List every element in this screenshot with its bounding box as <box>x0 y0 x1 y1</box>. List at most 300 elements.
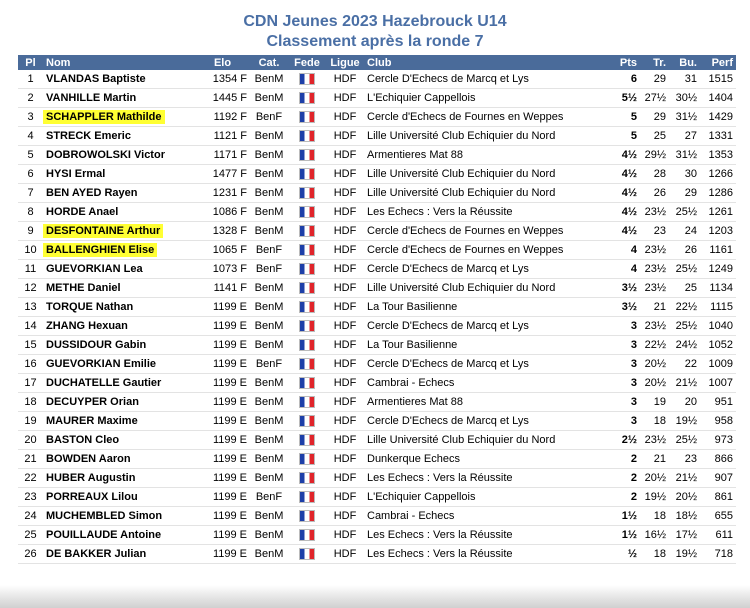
points-cell: 4½ <box>612 203 640 222</box>
standings-table <box>18 55 736 564</box>
category-cell: BenM <box>250 203 288 222</box>
category-cell: BenM <box>250 393 288 412</box>
table-row <box>18 165 736 184</box>
france-flag-icon <box>299 111 315 123</box>
club-cell: Cercle D'Echecs de Marcq et Lys <box>364 355 612 374</box>
federation-cell <box>288 431 326 450</box>
league-cell: HDF <box>326 431 364 450</box>
league-cell: HDF <box>326 317 364 336</box>
club-cell: Armentieres Mat 88 <box>364 146 612 165</box>
performance-cell: 1404 <box>700 89 736 108</box>
france-flag-icon <box>299 491 315 503</box>
category-cell: BenM <box>250 545 288 564</box>
federation-cell <box>288 545 326 564</box>
points-cell: 3 <box>612 393 640 412</box>
tiebreak-tr-cell: 23½ <box>640 241 669 260</box>
points-cell: 2 <box>612 450 640 469</box>
france-flag-icon <box>299 301 315 313</box>
category-cell: BenM <box>250 184 288 203</box>
player-name <box>43 165 195 184</box>
player-name <box>43 507 195 526</box>
league-cell: HDF <box>326 412 364 431</box>
elo-cell: 1231 F <box>195 184 250 203</box>
federation-cell <box>288 203 326 222</box>
tiebreak-bu-cell: 20 <box>669 393 700 412</box>
category-cell: BenM <box>250 431 288 450</box>
tiebreak-bu-cell: 26 <box>669 241 700 260</box>
elo-cell: 1065 F <box>195 241 250 260</box>
elo-cell: 1199 E <box>195 469 250 488</box>
header-nom: Nom <box>43 55 195 70</box>
tiebreak-tr-cell: 23 <box>640 222 669 241</box>
player-name <box>43 412 195 431</box>
tiebreak-bu-cell: 25½ <box>669 317 700 336</box>
category-cell: BenM <box>250 469 288 488</box>
player-name <box>43 89 195 108</box>
federation-cell <box>288 279 326 298</box>
federation-cell <box>288 450 326 469</box>
federation-cell <box>288 70 326 89</box>
league-cell: HDF <box>326 279 364 298</box>
category-cell: BenM <box>250 526 288 545</box>
tiebreak-tr-cell: 23½ <box>640 279 669 298</box>
category-cell: BenF <box>250 108 288 127</box>
france-flag-icon <box>299 472 315 484</box>
elo-cell: 1199 E <box>195 298 250 317</box>
club-cell: Cercle d'Echecs de Fournes en Weppes <box>364 108 612 127</box>
tiebreak-tr-cell: 18 <box>640 507 669 526</box>
rank-cell: 8 <box>18 203 43 222</box>
tiebreak-bu-cell: 21½ <box>669 469 700 488</box>
header-pts: Pts <box>612 55 640 70</box>
table-row <box>18 507 736 526</box>
player-name <box>43 260 195 279</box>
club-cell: Lille Université Club Echiquier du Nord <box>364 431 612 450</box>
france-flag-icon <box>299 225 315 237</box>
tiebreak-tr-cell: 25 <box>640 127 669 146</box>
tiebreak-bu-cell: 24 <box>669 222 700 241</box>
performance-cell: 1007 <box>700 374 736 393</box>
performance-cell: 1134 <box>700 279 736 298</box>
france-flag-icon <box>299 282 315 294</box>
category-cell: BenM <box>250 70 288 89</box>
points-cell: 4½ <box>612 184 640 203</box>
federation-cell <box>288 317 326 336</box>
league-cell: HDF <box>326 146 364 165</box>
page-subtitle: Classement après la ronde 7 <box>266 33 484 50</box>
federation-cell <box>288 146 326 165</box>
tiebreak-tr-cell: 28 <box>640 165 669 184</box>
elo-cell: 1192 F <box>195 108 250 127</box>
player-name <box>43 336 195 355</box>
performance-cell: 1161 <box>700 241 736 260</box>
header-cat: Cat. <box>250 55 288 70</box>
points-cell: ½ <box>612 545 640 564</box>
performance-cell: 1266 <box>700 165 736 184</box>
player-name-text: GUEVORKIAN Lea <box>46 263 143 275</box>
performance-cell: 1009 <box>700 355 736 374</box>
player-name <box>43 298 195 317</box>
elo-cell: 1199 E <box>195 488 250 507</box>
category-cell: BenM <box>250 146 288 165</box>
league-cell: HDF <box>326 507 364 526</box>
tiebreak-tr-cell: 29½ <box>640 146 669 165</box>
performance-cell: 1203 <box>700 222 736 241</box>
league-cell: HDF <box>326 260 364 279</box>
france-flag-icon <box>299 453 315 465</box>
table-header-row <box>18 55 736 70</box>
tiebreak-bu-cell: 31 <box>669 70 700 89</box>
club-cell: La Tour Basilienne <box>364 298 612 317</box>
elo-cell: 1121 F <box>195 127 250 146</box>
rank-cell: 1 <box>18 70 43 89</box>
rank-cell: 22 <box>18 469 43 488</box>
france-flag-icon <box>299 130 315 142</box>
points-cell: 3½ <box>612 279 640 298</box>
header-fede: Fede <box>288 55 326 70</box>
points-cell: 3 <box>612 355 640 374</box>
category-cell: BenM <box>250 127 288 146</box>
club-cell: Les Echecs : Vers la Réussite <box>364 545 612 564</box>
header-club: Club <box>364 55 612 70</box>
category-cell: BenM <box>250 507 288 526</box>
points-cell: 4 <box>612 241 640 260</box>
league-cell: HDF <box>326 488 364 507</box>
header-pl: Pl <box>18 55 43 70</box>
player-name-text: DOBROWOLSKI Victor <box>46 149 165 161</box>
club-cell: Lille Université Club Echiquier du Nord <box>364 279 612 298</box>
league-cell: HDF <box>326 526 364 545</box>
tiebreak-tr-cell: 23½ <box>640 203 669 222</box>
tiebreak-tr-cell: 23½ <box>640 431 669 450</box>
player-name <box>43 450 195 469</box>
header-ligue: Ligue <box>326 55 364 70</box>
table-row <box>18 431 736 450</box>
elo-cell: 1171 F <box>195 146 250 165</box>
federation-cell <box>288 127 326 146</box>
page-title: CDN Jeunes 2023 Hazebrouck U14 <box>243 13 507 30</box>
federation-cell <box>288 488 326 507</box>
club-cell: Les Echecs : Vers la Réussite <box>364 203 612 222</box>
federation-cell <box>288 336 326 355</box>
rank-cell: 6 <box>18 165 43 184</box>
federation-cell <box>288 165 326 184</box>
federation-cell <box>288 108 326 127</box>
tiebreak-bu-cell: 19½ <box>669 412 700 431</box>
category-cell: BenM <box>250 298 288 317</box>
table-row <box>18 450 736 469</box>
points-cell: 2½ <box>612 431 640 450</box>
points-cell: 4½ <box>612 222 640 241</box>
player-name <box>43 241 195 260</box>
tiebreak-bu-cell: 21½ <box>669 374 700 393</box>
league-cell: HDF <box>326 469 364 488</box>
rank-cell: 12 <box>18 279 43 298</box>
federation-cell <box>288 184 326 203</box>
club-cell: Cercle D'Echecs de Marcq et Lys <box>364 70 612 89</box>
player-name-text: STRECK Emeric <box>46 130 131 142</box>
points-cell: 5½ <box>612 89 640 108</box>
rank-cell: 18 <box>18 393 43 412</box>
player-name <box>43 317 195 336</box>
elo-cell: 1073 F <box>195 260 250 279</box>
table-row <box>18 260 736 279</box>
club-cell: Lille Université Club Echiquier du Nord <box>364 165 612 184</box>
france-flag-icon <box>299 358 315 370</box>
player-name-text: DECUYPER Orian <box>46 396 139 408</box>
performance-cell: 951 <box>700 393 736 412</box>
rank-cell: 26 <box>18 545 43 564</box>
rank-cell: 15 <box>18 336 43 355</box>
points-cell: 3 <box>612 336 640 355</box>
category-cell: BenM <box>250 450 288 469</box>
league-cell: HDF <box>326 393 364 412</box>
federation-cell <box>288 393 326 412</box>
table-row <box>18 127 736 146</box>
tiebreak-tr-cell: 20½ <box>640 374 669 393</box>
player-name <box>43 108 195 127</box>
elo-cell: 1477 F <box>195 165 250 184</box>
elo-cell: 1199 E <box>195 450 250 469</box>
france-flag-icon <box>299 415 315 427</box>
points-cell: 3½ <box>612 298 640 317</box>
table-row <box>18 393 736 412</box>
elo-cell: 1141 F <box>195 279 250 298</box>
tiebreak-bu-cell: 29 <box>669 184 700 203</box>
category-cell: BenM <box>250 336 288 355</box>
performance-cell: 1331 <box>700 127 736 146</box>
table-row <box>18 184 736 203</box>
elo-cell: 1354 F <box>195 70 250 89</box>
table-row <box>18 70 736 89</box>
tiebreak-tr-cell: 21 <box>640 298 669 317</box>
league-cell: HDF <box>326 70 364 89</box>
league-cell: HDF <box>326 222 364 241</box>
tiebreak-bu-cell: 25½ <box>669 431 700 450</box>
category-cell: BenM <box>250 412 288 431</box>
rank-cell: 11 <box>18 260 43 279</box>
player-name-text: DESFONTAINE Arthur <box>43 224 163 238</box>
tiebreak-tr-cell: 18 <box>640 412 669 431</box>
player-name-text: HUBER Augustin <box>46 472 136 484</box>
elo-cell: 1199 E <box>195 545 250 564</box>
player-name-text: BASTON Cleo <box>46 434 120 446</box>
rank-cell: 25 <box>18 526 43 545</box>
player-name <box>43 374 195 393</box>
category-cell: BenM <box>250 222 288 241</box>
performance-cell: 973 <box>700 431 736 450</box>
tiebreak-tr-cell: 29 <box>640 70 669 89</box>
tiebreak-tr-cell: 29 <box>640 108 669 127</box>
points-cell: 3 <box>612 374 640 393</box>
header-bu: Bu. <box>669 55 700 70</box>
tiebreak-bu-cell: 20½ <box>669 488 700 507</box>
league-cell: HDF <box>326 374 364 393</box>
club-cell: Armentieres Mat 88 <box>364 393 612 412</box>
france-flag-icon <box>299 548 315 560</box>
federation-cell <box>288 241 326 260</box>
category-cell: BenF <box>250 241 288 260</box>
table-row <box>18 108 736 127</box>
tiebreak-bu-cell: 30 <box>669 165 700 184</box>
club-cell: Lille Université Club Echiquier du Nord <box>364 127 612 146</box>
category-cell: BenM <box>250 374 288 393</box>
tiebreak-bu-cell: 25 <box>669 279 700 298</box>
points-cell: 1½ <box>612 526 640 545</box>
performance-cell: 1515 <box>700 70 736 89</box>
player-name <box>43 393 195 412</box>
points-cell: 4 <box>612 260 640 279</box>
tiebreak-bu-cell: 18½ <box>669 507 700 526</box>
club-cell: Cambrai - Echecs <box>364 374 612 393</box>
france-flag-icon <box>299 244 315 256</box>
table-row <box>18 355 736 374</box>
table-row <box>18 89 736 108</box>
club-cell: Les Echecs : Vers la Réussite <box>364 469 612 488</box>
league-cell: HDF <box>326 336 364 355</box>
club-cell: Cercle d'Echecs de Fournes en Weppes <box>364 241 612 260</box>
rank-cell: 17 <box>18 374 43 393</box>
player-name <box>43 431 195 450</box>
player-name-text: DUSSIDOUR Gabin <box>46 339 147 351</box>
league-cell: HDF <box>326 184 364 203</box>
rank-cell: 20 <box>18 431 43 450</box>
player-name-text: MUCHEMBLED Simon <box>46 510 163 522</box>
club-cell: Dunkerque Echecs <box>364 450 612 469</box>
player-name-text: HORDE Anael <box>46 206 119 218</box>
category-cell: BenM <box>250 89 288 108</box>
tiebreak-tr-cell: 23½ <box>640 260 669 279</box>
performance-cell: 1040 <box>700 317 736 336</box>
performance-cell: 1115 <box>700 298 736 317</box>
player-name-text: BOWDEN Aaron <box>46 453 131 465</box>
rank-cell: 16 <box>18 355 43 374</box>
federation-cell <box>288 298 326 317</box>
performance-cell: 655 <box>700 507 736 526</box>
elo-cell: 1199 E <box>195 336 250 355</box>
table-row <box>18 222 736 241</box>
france-flag-icon <box>299 92 315 104</box>
elo-cell: 1199 E <box>195 374 250 393</box>
player-name <box>43 127 195 146</box>
france-flag-icon <box>299 149 315 161</box>
tiebreak-tr-cell: 19 <box>640 393 669 412</box>
player-name-text: VLANDAS Baptiste <box>46 73 146 85</box>
rank-cell: 10 <box>18 241 43 260</box>
france-flag-icon <box>299 187 315 199</box>
club-cell: Lille Université Club Echiquier du Nord <box>364 184 612 203</box>
elo-cell: 1199 E <box>195 317 250 336</box>
france-flag-icon <box>299 263 315 275</box>
header-tr: Tr. <box>640 55 669 70</box>
points-cell: 3 <box>612 412 640 431</box>
elo-cell: 1445 F <box>195 89 250 108</box>
france-flag-icon <box>299 377 315 389</box>
performance-cell: 1353 <box>700 146 736 165</box>
performance-cell: 958 <box>700 412 736 431</box>
player-name <box>43 355 195 374</box>
performance-cell: 861 <box>700 488 736 507</box>
league-cell: HDF <box>326 241 364 260</box>
federation-cell <box>288 222 326 241</box>
tiebreak-bu-cell: 19½ <box>669 545 700 564</box>
player-name <box>43 469 195 488</box>
player-name-text: MAURER Maxime <box>46 415 138 427</box>
elo-cell: 1086 F <box>195 203 250 222</box>
table-row <box>18 336 736 355</box>
table-row <box>18 203 736 222</box>
rank-cell: 7 <box>18 184 43 203</box>
player-name-text: PORREAUX Lilou <box>46 491 138 503</box>
rank-cell: 24 <box>18 507 43 526</box>
federation-cell <box>288 526 326 545</box>
club-cell: Cercle d'Echecs de Fournes en Weppes <box>364 222 612 241</box>
league-cell: HDF <box>326 203 364 222</box>
tiebreak-tr-cell: 26 <box>640 184 669 203</box>
player-name-text: HYSI Ermal <box>46 168 106 180</box>
tiebreak-bu-cell: 27 <box>669 127 700 146</box>
player-name <box>43 222 195 241</box>
tiebreak-tr-cell: 18 <box>640 545 669 564</box>
club-cell: Cercle D'Echecs de Marcq et Lys <box>364 260 612 279</box>
performance-cell: 1429 <box>700 108 736 127</box>
club-cell: L'Echiquier Cappellois <box>364 89 612 108</box>
france-flag-icon <box>299 206 315 218</box>
club-cell: Cambrai - Echecs <box>364 507 612 526</box>
points-cell: 5 <box>612 127 640 146</box>
tiebreak-tr-cell: 19½ <box>640 488 669 507</box>
points-cell: 4½ <box>612 146 640 165</box>
points-cell: 5 <box>612 108 640 127</box>
table-row <box>18 545 736 564</box>
player-name-text: BEN AYED Rayen <box>46 187 138 199</box>
table-row <box>18 146 736 165</box>
tiebreak-tr-cell: 22½ <box>640 336 669 355</box>
player-name-text: ZHANG Hexuan <box>46 320 128 332</box>
france-flag-icon <box>299 396 315 408</box>
player-name <box>43 488 195 507</box>
tiebreak-tr-cell: 20½ <box>640 355 669 374</box>
tiebreak-bu-cell: 24½ <box>669 336 700 355</box>
performance-cell: 1261 <box>700 203 736 222</box>
table-row <box>18 241 736 260</box>
player-name-text: VANHILLE Martin <box>46 92 137 104</box>
table-row <box>18 469 736 488</box>
performance-cell: 1286 <box>700 184 736 203</box>
league-cell: HDF <box>326 165 364 184</box>
tiebreak-bu-cell: 25½ <box>669 203 700 222</box>
table-row <box>18 279 736 298</box>
tiebreak-bu-cell: 30½ <box>669 89 700 108</box>
club-cell: Cercle D'Echecs de Marcq et Lys <box>364 412 612 431</box>
player-name <box>43 526 195 545</box>
elo-cell: 1199 E <box>195 393 250 412</box>
table-row <box>18 526 736 545</box>
elo-cell: 1328 F <box>195 222 250 241</box>
category-cell: BenM <box>250 279 288 298</box>
category-cell: BenF <box>250 488 288 507</box>
bottom-shadow <box>0 585 750 608</box>
player-name <box>43 203 195 222</box>
performance-cell: 611 <box>700 526 736 545</box>
performance-cell: 866 <box>700 450 736 469</box>
table-row <box>18 298 736 317</box>
france-flag-icon <box>299 510 315 522</box>
rank-cell: 4 <box>18 127 43 146</box>
league-cell: HDF <box>326 450 364 469</box>
tiebreak-bu-cell: 31½ <box>669 146 700 165</box>
federation-cell <box>288 412 326 431</box>
